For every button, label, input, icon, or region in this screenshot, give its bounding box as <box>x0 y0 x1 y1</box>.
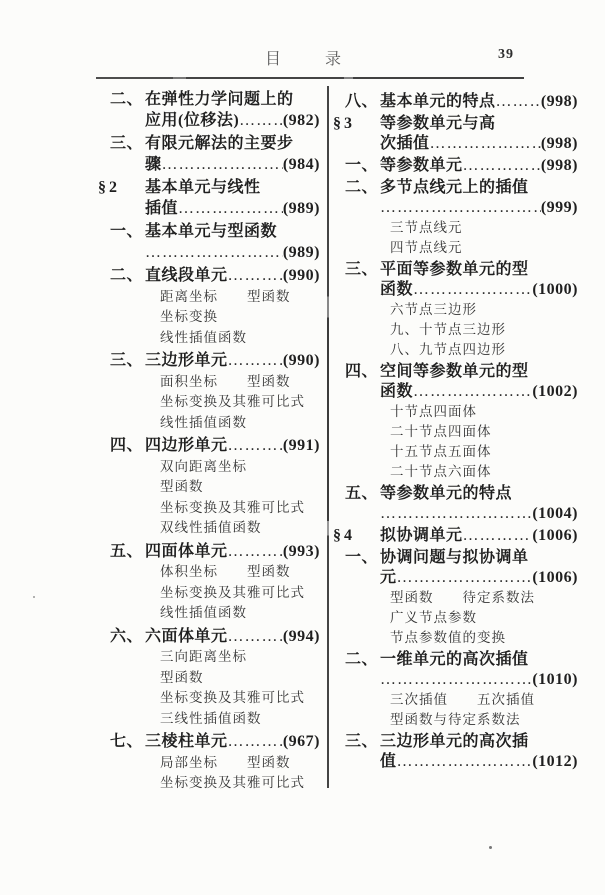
toc-line <box>333 484 578 504</box>
dot-leader <box>239 111 283 132</box>
toc-line-text: 基本单元与型函数 <box>145 223 278 240</box>
toc-line-text: 元 <box>380 569 397 586</box>
toc-line <box>98 562 320 583</box>
toc-line-text: 三次插值 五次插值 <box>390 692 535 707</box>
toc-line-text: 插值 <box>145 199 179 217</box>
toc-line-text: 局部坐标 型函数 <box>160 754 291 770</box>
scan-speck <box>33 596 35 598</box>
toc-line-text: 在弹性力学问题上的 <box>145 91 294 108</box>
dot-leader <box>178 199 283 220</box>
toc-line <box>333 650 578 670</box>
dot-leader <box>228 732 283 753</box>
toc-line-text: 八、九节点四边形 <box>390 342 506 357</box>
toc-line-text: 平面等参数单元的型 <box>380 261 529 278</box>
toc-line <box>98 627 320 648</box>
toc-line <box>98 477 320 498</box>
toc-line <box>98 266 320 287</box>
toc-line-text: 体积坐标 型函数 <box>160 564 291 579</box>
toc-line-label: 二、 <box>345 651 379 668</box>
toc-line <box>98 668 320 689</box>
toc-line <box>333 362 578 382</box>
toc-line-text: 三线性插值函数 <box>160 710 262 726</box>
toc-line <box>98 542 320 563</box>
toc-line-text: 坐标变换及其雅可比式 <box>160 584 305 600</box>
toc-line <box>333 402 578 422</box>
toc-line-text: 三边形单元 <box>145 352 228 369</box>
toc-line-text: 二十节点四面体 <box>390 424 492 439</box>
toc-line-text: 函数 <box>380 281 414 298</box>
dot-leader <box>413 382 532 402</box>
toc-line-text: 等参数单元 <box>380 157 463 174</box>
dot-leader <box>463 526 533 546</box>
page-number: 39 <box>498 47 514 62</box>
toc-line-label: 五、 <box>110 542 144 560</box>
toc-line <box>333 280 578 300</box>
toc-line-text: 协调问题与拟协调单 <box>380 549 529 566</box>
toc-line <box>333 422 578 442</box>
toc-line <box>98 392 320 413</box>
toc-line-text: 型函数 待定系数法 <box>390 590 535 605</box>
toc-line-label: 八、 <box>345 93 379 110</box>
toc-line-text: 坐标变换及其雅可比式 <box>160 394 305 409</box>
toc-line <box>98 372 320 393</box>
toc-line <box>98 111 320 132</box>
toc-line-text: 十节点四面体 <box>390 404 477 419</box>
toc-line-text: 函数 <box>380 383 414 400</box>
dot-leader <box>228 266 283 287</box>
dot-leader <box>162 155 283 176</box>
toc-page-ref: (1004) <box>532 505 578 522</box>
toc-line <box>333 238 578 258</box>
toc-line <box>333 260 578 280</box>
toc-line-text: 坐标变换及其雅可比式 <box>160 499 305 515</box>
toc-line-text: 有限元解法的主要步 <box>145 135 294 152</box>
toc-line-text: 广义节点参数 <box>390 610 477 625</box>
toc-line-label: 一、 <box>345 549 379 566</box>
dot-leader <box>228 627 283 648</box>
dot-leader <box>380 670 532 690</box>
toc-page-ref: (999) <box>540 199 578 216</box>
toc-line-text: 线性插值函数 <box>160 329 247 345</box>
toc-line <box>333 340 578 360</box>
toc-line <box>333 134 578 154</box>
toc-line <box>98 243 320 264</box>
toc-line-text: 线性插值函数 <box>160 605 247 620</box>
toc-line-label: §2 <box>98 179 120 196</box>
toc-page-ref: (1002) <box>532 383 578 400</box>
toc-line-text: 六节点三边形 <box>390 302 477 317</box>
toc-page-ref: (1000) <box>532 281 578 298</box>
toc-line <box>333 732 578 752</box>
toc-line-text: 型函数 <box>160 669 204 685</box>
toc-line <box>98 457 320 478</box>
toc-page-ref: (990) <box>282 352 320 369</box>
toc-line-text: 线性插值函数 <box>160 414 247 430</box>
toc-line-text: 坐标变换及其雅可比式 <box>160 775 305 790</box>
toc-line-text: 基本单元与线性 <box>145 179 261 196</box>
toc-line <box>98 518 320 539</box>
toc-line-text: 基本单元的特点 <box>380 93 496 110</box>
toc-line <box>333 548 578 568</box>
toc-line-text: 空间等参数单元的型 <box>380 363 529 380</box>
toc-line-text: 三棱柱单元 <box>145 733 228 750</box>
toc-line-label: 二、 <box>110 91 144 108</box>
toc-line-text: 双线性插值函数 <box>160 520 262 535</box>
toc-line <box>98 413 320 434</box>
dot-leader <box>228 542 283 563</box>
toc-line-text: 十五节点五面体 <box>390 444 492 459</box>
toc-page-ref: (990) <box>282 267 320 284</box>
toc-line-label: §3 <box>333 115 355 132</box>
toc-line-text: 应用(位移法) <box>145 111 240 129</box>
toc-page-ref: (984) <box>282 155 320 173</box>
column-divider <box>327 86 329 788</box>
toc-line-text: 三向距离坐标 <box>160 649 247 664</box>
toc-right-column <box>333 90 578 772</box>
toc-line <box>333 608 578 628</box>
toc-line <box>333 156 578 176</box>
toc-line-label: 三、 <box>110 135 144 152</box>
toc-page-ref: (994) <box>282 627 320 645</box>
toc-line <box>98 773 320 794</box>
dot-leader <box>496 92 541 112</box>
toc-line <box>333 504 578 524</box>
toc-line <box>98 436 320 457</box>
toc-line-text: 四节点线元 <box>390 240 463 255</box>
dot-leader <box>380 198 541 218</box>
toc-page-ref: (989) <box>282 199 320 217</box>
scan-speck <box>489 846 492 849</box>
toc-line <box>333 218 578 238</box>
toc-left-column <box>98 90 320 794</box>
toc-line-label: 六、 <box>110 627 144 645</box>
dot-leader <box>413 280 532 300</box>
toc-line-label: 七、 <box>110 733 144 750</box>
toc-line-text: 坐标变换 <box>160 309 218 324</box>
toc-line-label: 三、 <box>110 352 144 369</box>
toc-line <box>333 690 578 710</box>
toc-line <box>98 287 320 308</box>
toc-line-text: 双向距离坐标 <box>160 458 247 474</box>
toc-page-ref: (998) <box>540 157 578 174</box>
toc-line <box>333 300 578 320</box>
toc-page-ref: (1010) <box>532 671 578 688</box>
toc-line-text: 等参数单元的特点 <box>380 485 513 502</box>
toc-line-text: 节点参数值的变换 <box>390 630 506 645</box>
toc-line <box>98 603 320 624</box>
toc-line-text: 四面体单元 <box>145 542 228 560</box>
toc-line-text: 九、十节点三边形 <box>390 322 506 337</box>
dot-leader <box>397 752 533 772</box>
toc-line-text: 二十节点六面体 <box>390 464 492 479</box>
toc-line-text: 一维单元的高次插值 <box>380 651 529 668</box>
toc-line <box>333 752 578 772</box>
toc-line <box>333 462 578 482</box>
toc-line-text: 六面体单元 <box>145 627 228 645</box>
toc-line-text: 距离坐标 型函数 <box>160 288 291 304</box>
dot-leader <box>145 243 283 264</box>
toc-line-text: 等参数单元与高 <box>380 115 496 132</box>
dot-leader <box>430 134 541 154</box>
toc-page-ref: (967) <box>282 733 320 750</box>
toc-line <box>333 710 578 730</box>
toc-line <box>333 670 578 690</box>
toc-line <box>333 198 578 218</box>
toc-line <box>98 498 320 519</box>
toc-line-text: 坐标变换及其雅可比式 <box>160 690 305 705</box>
dot-leader <box>228 436 283 457</box>
dot-leader <box>228 351 283 372</box>
toc-line <box>98 732 320 753</box>
toc-line <box>333 114 578 134</box>
toc-line <box>98 583 320 604</box>
toc-line <box>333 526 578 546</box>
toc-line-label: §4 <box>333 527 355 544</box>
toc-line-text: 拟协调单元 <box>380 527 463 544</box>
toc-page-ref: (989) <box>282 243 320 261</box>
toc-line <box>333 588 578 608</box>
toc-line-text: 型函数与待定系数法 <box>390 712 521 727</box>
toc-line <box>98 178 320 199</box>
toc-page-ref: (998) <box>540 93 578 110</box>
toc-line-label: 一、 <box>110 223 144 240</box>
toc-page-ref: (982) <box>282 111 320 129</box>
toc-line <box>333 442 578 462</box>
toc-page-ref: (1012) <box>532 753 578 770</box>
dot-leader <box>463 156 541 176</box>
toc-line-label: 三、 <box>345 733 379 750</box>
toc-page-ref: (991) <box>282 437 320 454</box>
dot-leader <box>380 504 532 524</box>
toc-line-text: 多节点线元上的插值 <box>380 179 529 196</box>
toc-line <box>98 753 320 774</box>
toc-line <box>98 351 320 372</box>
toc-line <box>333 382 578 402</box>
toc-line-text: 三节点线元 <box>390 220 463 235</box>
toc-line-label: 四、 <box>345 363 379 380</box>
toc-line <box>98 647 320 668</box>
toc-line-text: 面积坐标 型函数 <box>160 373 291 389</box>
toc-line <box>98 199 320 220</box>
toc-line <box>98 307 320 328</box>
toc-line-text: 四边形单元 <box>145 437 228 454</box>
toc-page-ref: (998) <box>540 135 578 152</box>
toc-line <box>98 155 320 176</box>
toc-line-text: 三边形单元的高次插 <box>380 733 529 750</box>
toc-line-text: 型函数 <box>160 479 204 494</box>
toc-line <box>333 628 578 648</box>
toc-line-text: 值 <box>380 753 397 770</box>
toc-line-text: 直线段单元 <box>145 267 228 284</box>
header-rule <box>96 77 524 79</box>
toc-line-label: 五、 <box>345 485 379 502</box>
toc-page-ref: (1006) <box>532 569 578 586</box>
toc-line-label: 二、 <box>345 179 379 196</box>
toc-line-label: 三、 <box>345 261 379 278</box>
toc-line-label: 四、 <box>110 437 144 454</box>
toc-line <box>333 178 578 198</box>
toc-line-label: 二、 <box>110 267 144 284</box>
toc-line <box>98 134 320 155</box>
toc-line <box>98 328 320 349</box>
toc-line <box>333 568 578 588</box>
dot-leader <box>397 568 533 588</box>
toc-line <box>333 320 578 340</box>
toc-line <box>98 709 320 730</box>
toc-line <box>98 688 320 709</box>
toc-line <box>98 90 320 111</box>
page-title: 目 录 <box>264 51 355 68</box>
toc-line-text: 骤 <box>145 155 162 173</box>
toc-line <box>98 222 320 243</box>
toc-page-ref: (1006) <box>532 527 578 544</box>
toc-line-label: 一、 <box>345 157 379 174</box>
toc-line <box>333 92 578 112</box>
toc-page-ref: (993) <box>282 542 320 560</box>
toc-line-text: 次插值 <box>380 135 430 152</box>
